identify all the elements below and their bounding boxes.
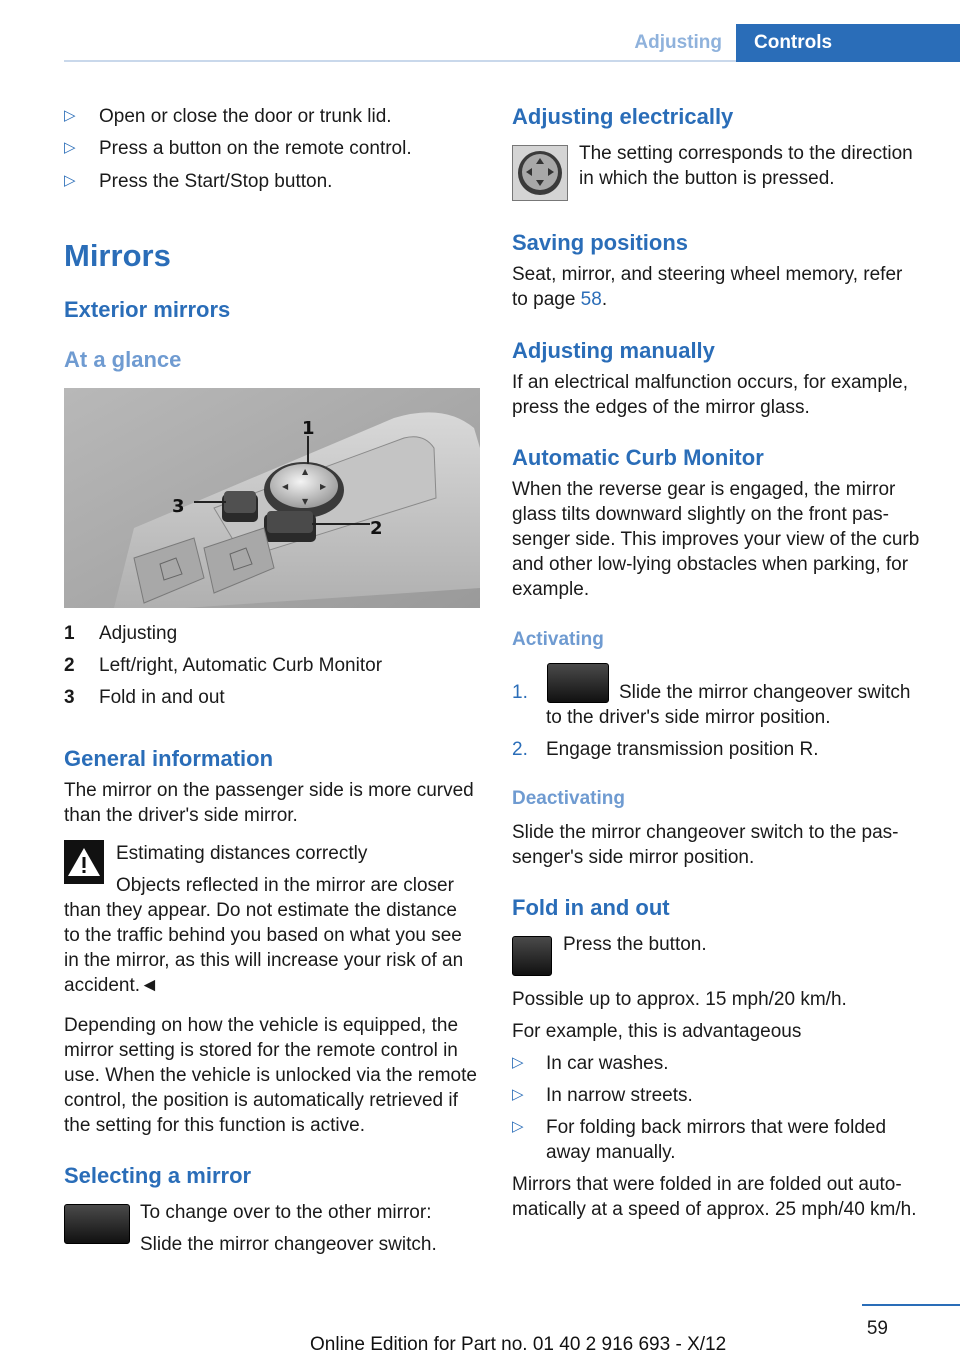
callout-2: 2 <box>370 518 383 539</box>
heading-adjusting-manually: Adjusting manually <box>512 338 715 363</box>
warning-text: than they appear. Do not estimate the distance <box>64 900 457 921</box>
adj-elec-text: in which the button is pressed. <box>579 168 835 189</box>
saving-text: Seat, mirror, and steering wheel memory, refer <box>512 264 903 285</box>
warning-text: Objects reflected in the mirror are closer <box>116 875 454 896</box>
final-text: matically at a speed of approx. 25 mph/40 km/h. <box>512 1199 917 1220</box>
header-tab: Controls <box>736 24 960 62</box>
footer-rule <box>862 1304 960 1306</box>
curb-text: When the reverse gear is engaged, the mirror <box>512 479 896 500</box>
adj-man-text: If an electrical malfunction occurs, for example, <box>512 372 909 393</box>
heading-mirrors: Mirrors <box>64 238 171 273</box>
step-text: Engage transmission position R. <box>546 739 819 760</box>
legend-number: 3 <box>64 687 75 708</box>
svg-text:▼: ▼ <box>302 497 309 506</box>
fold-button-icon <box>512 936 552 976</box>
saving-text: to page 58. <box>512 289 608 310</box>
warning-text: in the mirror, as this will increase your risk of an <box>64 950 464 971</box>
legend-number: 2 <box>64 655 75 676</box>
bullet-triangle-icon: ▷ <box>64 107 76 124</box>
depending-text: control, the position is automatically retrieved if <box>64 1090 458 1111</box>
heading-exterior-mirrors: Exterior mirrors <box>64 297 231 322</box>
legend-number: 1 <box>64 623 75 644</box>
legend-row <box>64 685 484 710</box>
legend-text: Fold in and out <box>99 687 225 708</box>
bullet-triangle-icon: ▷ <box>64 139 76 156</box>
heading-deactivating: Deactivating <box>512 788 625 809</box>
warning-icon <box>64 840 104 884</box>
bullet-item: ▷ For folding back mirrors that were folded away manually. <box>512 1115 932 1165</box>
bullet-item: ▷ Press the Start/Stop button. <box>64 169 484 194</box>
svg-text:◀: ◀ <box>282 482 289 491</box>
warning-title: Estimating distances correctly <box>116 843 368 864</box>
select-text: To change over to the other mirror: <box>140 1202 432 1223</box>
heading-general-information: General information <box>64 746 274 771</box>
general-text: than the driver's side mirror. <box>64 805 298 826</box>
mirror-control-illustration <box>64 388 480 608</box>
warning-text: to the traffic behind you based on what you see <box>64 925 462 946</box>
step-text: to the driver's side mirror position. <box>546 707 831 728</box>
heading-selecting-mirror: Selecting a mirror <box>64 1163 252 1188</box>
possible-text: Possible up to approx. 15 mph/20 km/h. <box>512 989 847 1010</box>
example-text: For example, this is advantageous <box>512 1021 802 1042</box>
bullet-triangle-icon: ▷ <box>64 172 76 189</box>
bullet-item: ▷ In narrow streets. <box>512 1083 932 1108</box>
changeover-switch-icon <box>64 1204 130 1244</box>
mirror-control-figure <box>64 388 480 608</box>
general-text: The mirror on the passenger side is more curved <box>64 780 474 801</box>
header-section: Adjusting <box>634 32 722 53</box>
curb-text: glass tilts downward slightly on the front pas‐ <box>512 504 890 525</box>
deact-text: Slide the mirror changeover switch to the pas‐ <box>512 822 899 843</box>
curb-text: senger side. This improves your view of the curb <box>512 529 920 550</box>
heading-automatic-curb-monitor: Automatic Curb Monitor <box>512 445 764 470</box>
heading-saving-positions: Saving positions <box>512 230 689 255</box>
page-number: 59 <box>866 1318 888 1339</box>
bullet-triangle-icon: ▷ <box>512 1118 524 1135</box>
curb-text: example. <box>512 579 590 600</box>
bullet-triangle-icon: ▷ <box>512 1086 524 1103</box>
step-text: Slide the mirror changeover switch <box>619 682 911 703</box>
legend-text: Adjusting <box>99 623 178 644</box>
warning-text: accident.◄ <box>64 975 159 996</box>
depending-text: use. When the vehicle is unlocked via the remote <box>64 1065 477 1086</box>
adj-man-text: press the edges of the mirror glass. <box>512 397 810 418</box>
select-text: Slide the mirror changeover switch. <box>140 1234 437 1255</box>
heading-activating: Activating <box>512 629 604 650</box>
heading-adjusting-electrically: Adjusting electrically <box>512 104 734 129</box>
bullet-triangle-icon: ▷ <box>512 1054 524 1071</box>
bullet-item: ▷ Press a button on the remote control. <box>64 136 484 161</box>
legend-row <box>64 653 484 678</box>
callout-3: 3 <box>172 496 185 517</box>
depending-text: the setting for this function is active. <box>64 1115 365 1136</box>
direction-pad-icon <box>512 145 568 201</box>
depending-text: mirror setting is stored for the remote control in <box>64 1040 458 1061</box>
bullet-item: ▷ Open or close the door or trunk lid. <box>64 104 484 129</box>
online-edition-text: Online Edition for Part no. 01 40 2 916 693 - X/12 <box>310 1334 727 1355</box>
svg-text:▶: ▶ <box>320 482 327 491</box>
step-number: 1. <box>512 682 528 703</box>
depending-text: Depending on how the vehicle is equipped, the <box>64 1015 459 1036</box>
adj-elec-text: The setting corresponds to the direction <box>579 143 913 164</box>
legend-row <box>64 621 484 646</box>
page-58-link[interactable]: 58 <box>580 289 602 310</box>
fold-text: Press the button. <box>563 934 707 955</box>
legend-text: Left/right, Automatic Curb Monitor <box>99 655 383 676</box>
curb-text: and other low-lying obstacles when parking, for <box>512 554 909 575</box>
bullet-item: ▷ In car washes. <box>512 1051 932 1076</box>
callout-1: 1 <box>302 418 315 439</box>
changeover-switch-icon <box>547 663 609 703</box>
heading-fold-in-and-out: Fold in and out <box>512 895 670 920</box>
final-text: Mirrors that were folded in are folded out auto‐ <box>512 1174 902 1195</box>
step-number: 2. <box>512 739 528 760</box>
svg-text:▲: ▲ <box>302 467 309 476</box>
heading-at-a-glance: At a glance <box>64 347 182 372</box>
deact-text: senger's side mirror position. <box>512 847 755 868</box>
